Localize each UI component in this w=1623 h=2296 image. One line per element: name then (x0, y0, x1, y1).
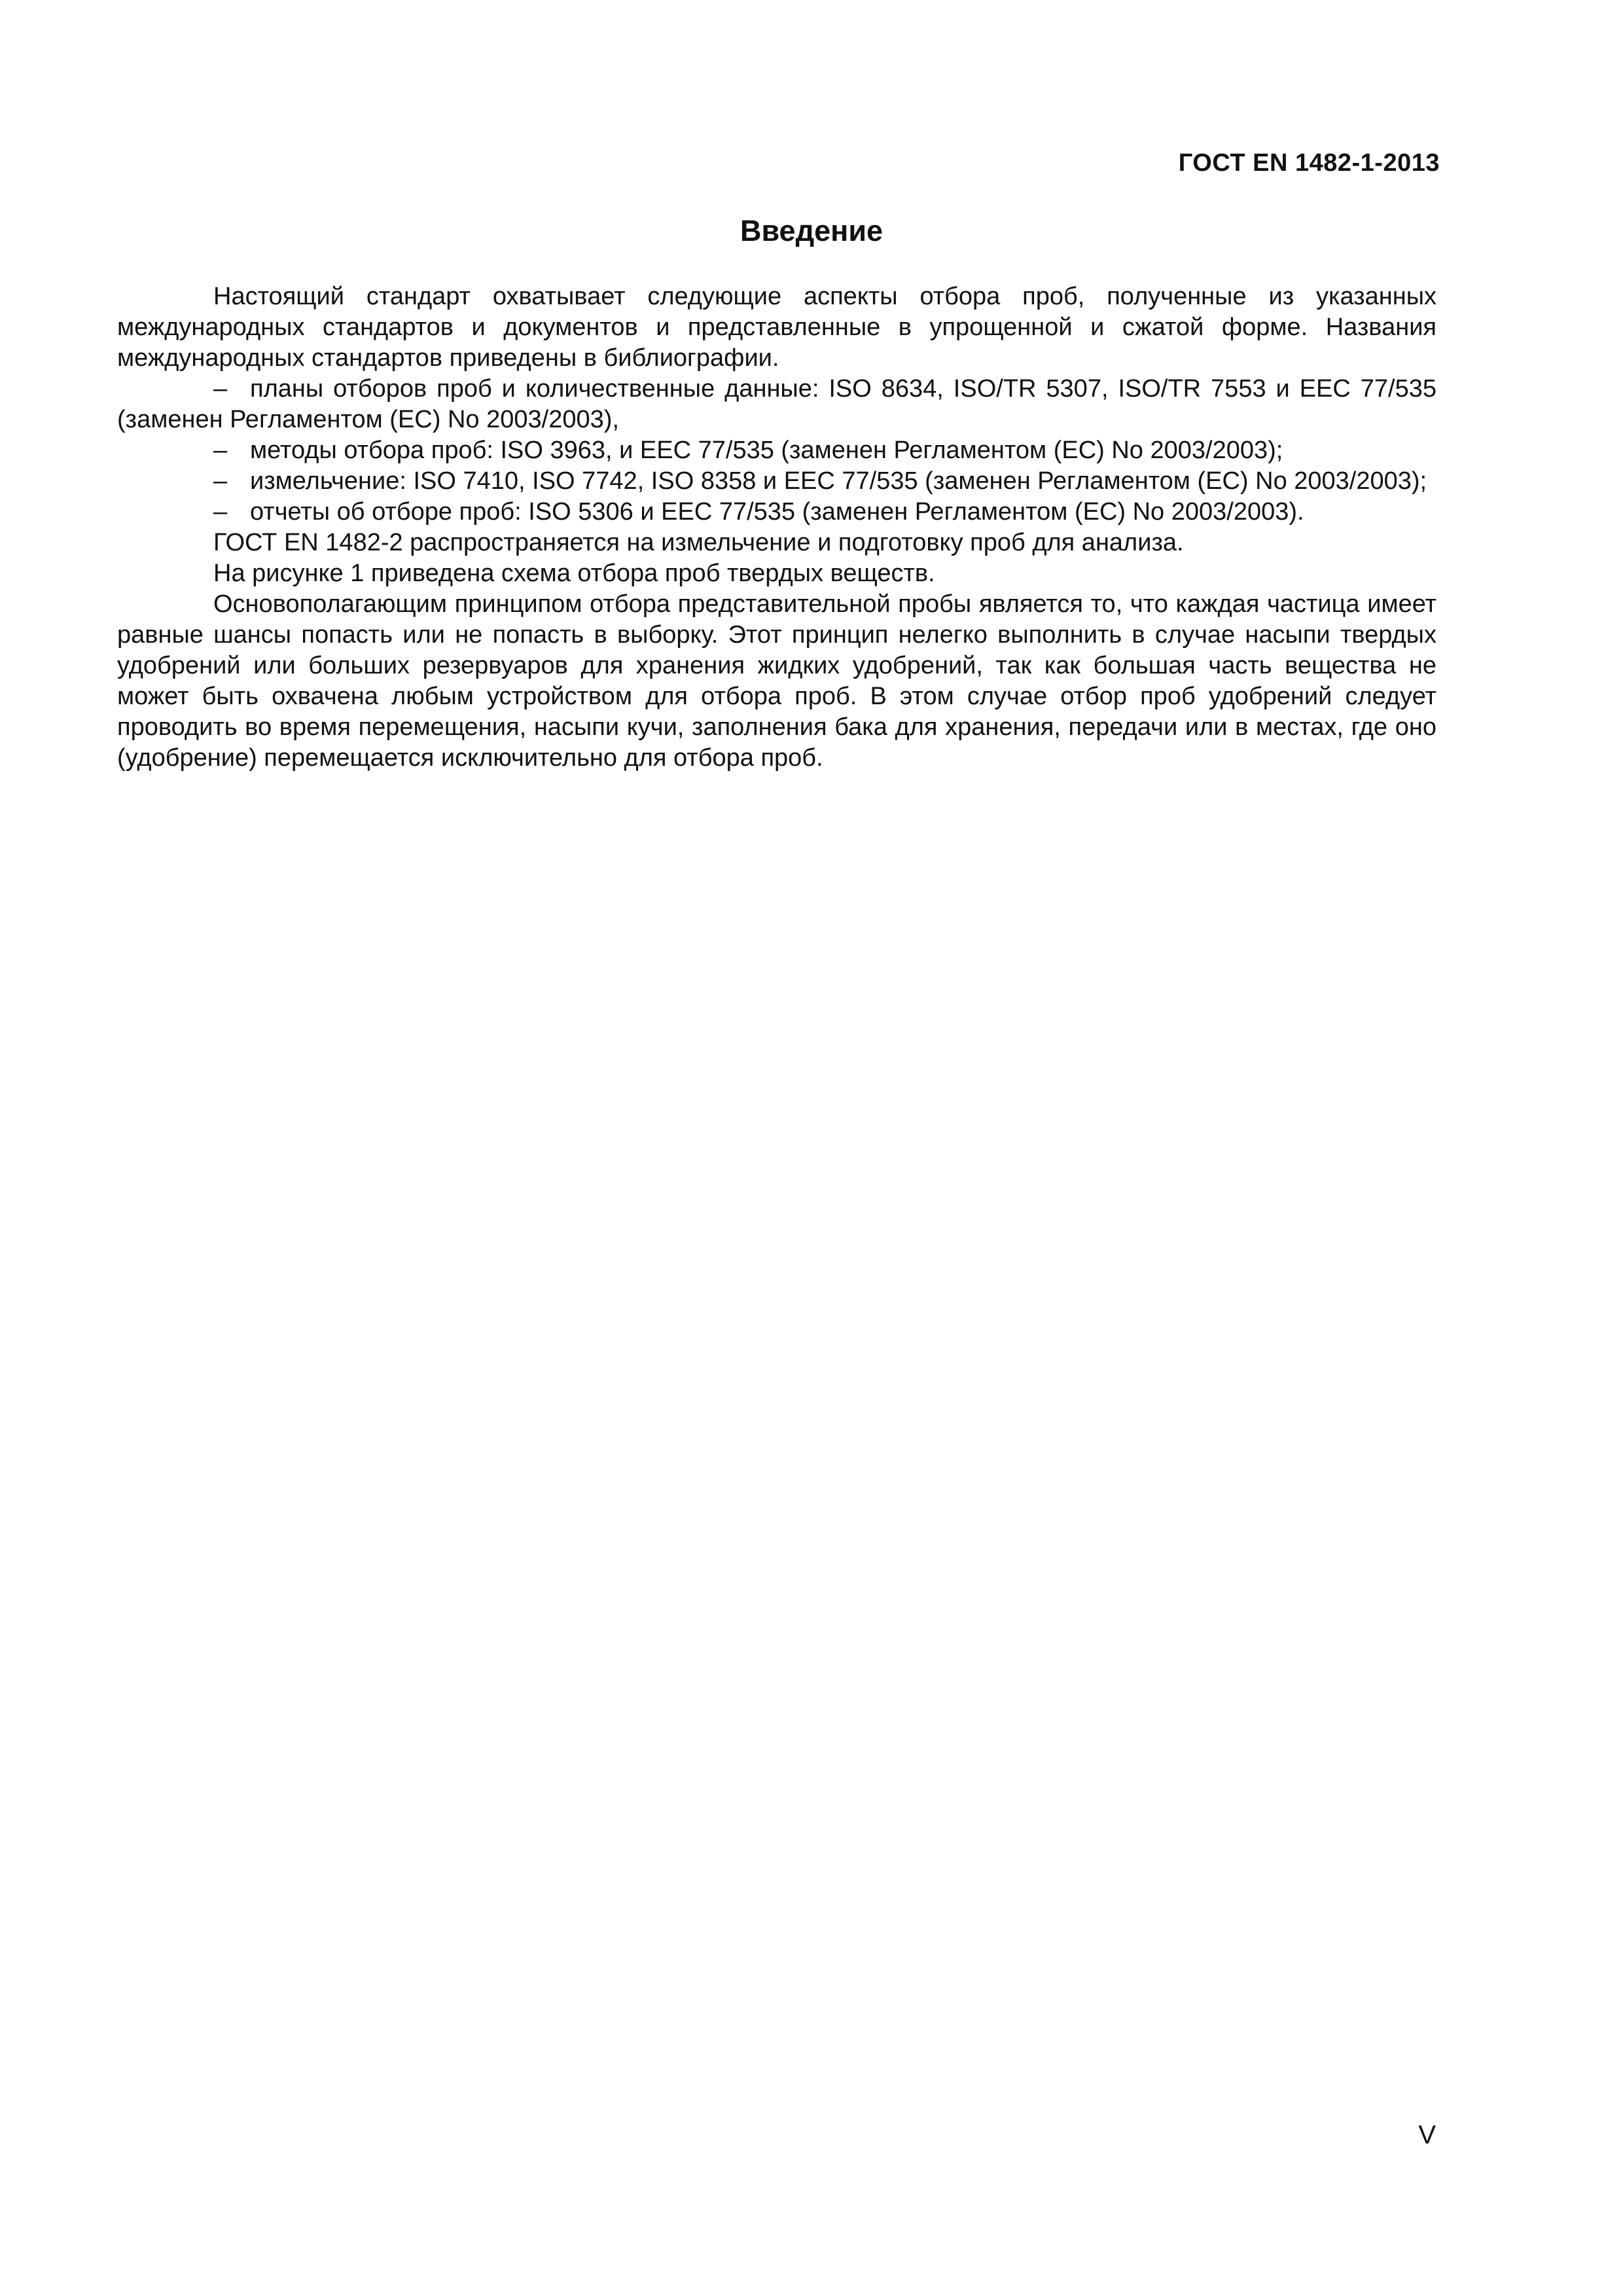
dash-bullet: – (213, 375, 228, 403)
list-item (117, 497, 1436, 528)
part2-paragraph: ГОСТ EN 1482-2 распространяется на измельчение и подготовку проб для анализа. (213, 529, 1184, 556)
dash-bullet: – (213, 437, 228, 464)
list-item-text: планы отборов проб и количественные данные: ISO 8634, ISO/TR 5307, ISO/TR 7553 и EEC 77/535 (заменен Регламентом (EC) No 2003/2003), (117, 375, 1436, 433)
list-item (117, 374, 1436, 435)
page-number: V (1418, 2121, 1436, 2149)
page-title: Введение (740, 214, 883, 247)
figure-reference-paragraph: На рисунке 1 приведена схема отбора проб твердых веществ. (213, 560, 935, 587)
dash-bullet: – (213, 467, 228, 495)
document-code-header: ГОСТ EN 1482-1-2013 (1178, 149, 1440, 177)
list-item (117, 435, 1436, 466)
intro-paragraph: Настоящий стандарт охватывает следующие аспекты отбора проб, полученные из указанных международных стандартов и документов и представленные в упрощенной и сжатой форме. Названия международных стандартов приведены в библиографии. (117, 283, 1436, 372)
list-item-text: отчеты об отборе проб: ISO 5306 и EEC 77/535 (заменен Регламентом (EC) No 2003/2003). (250, 498, 1304, 526)
dash-bullet: – (213, 498, 228, 526)
list-item-text: методы отбора проб: ISO 3963, и EEC 77/535 (заменен Регламентом (EC) No 2003/2003); (250, 437, 1283, 464)
list-item (117, 466, 1436, 497)
principle-paragraph: Основополагающим принципом отбора представительной пробы является то, что каждая частица имеет равные шансы попасть или не попасть в выборку. Этот принцип нелегко выполнить в случае насыпи твердых удобрений или больших резервуаров для хранения жидких удобрений, так как большая часть вещества не может быть охвачена любым устройством для отбора проб. В этом случае отбор проб удобрений следует проводить во время перемещения, насыпи кучи, заполнения бака для хранения, передачи или в местах, где оно (удобрение) перемещается исключительно для отбора проб. (117, 590, 1436, 772)
document-body (117, 281, 1436, 774)
list-item-text: измельчение: ISO 7410, ISO 7742, ISO 8358 и EEC 77/535 (заменен Регламентом (EC) No 2003/2003); (250, 467, 1427, 495)
